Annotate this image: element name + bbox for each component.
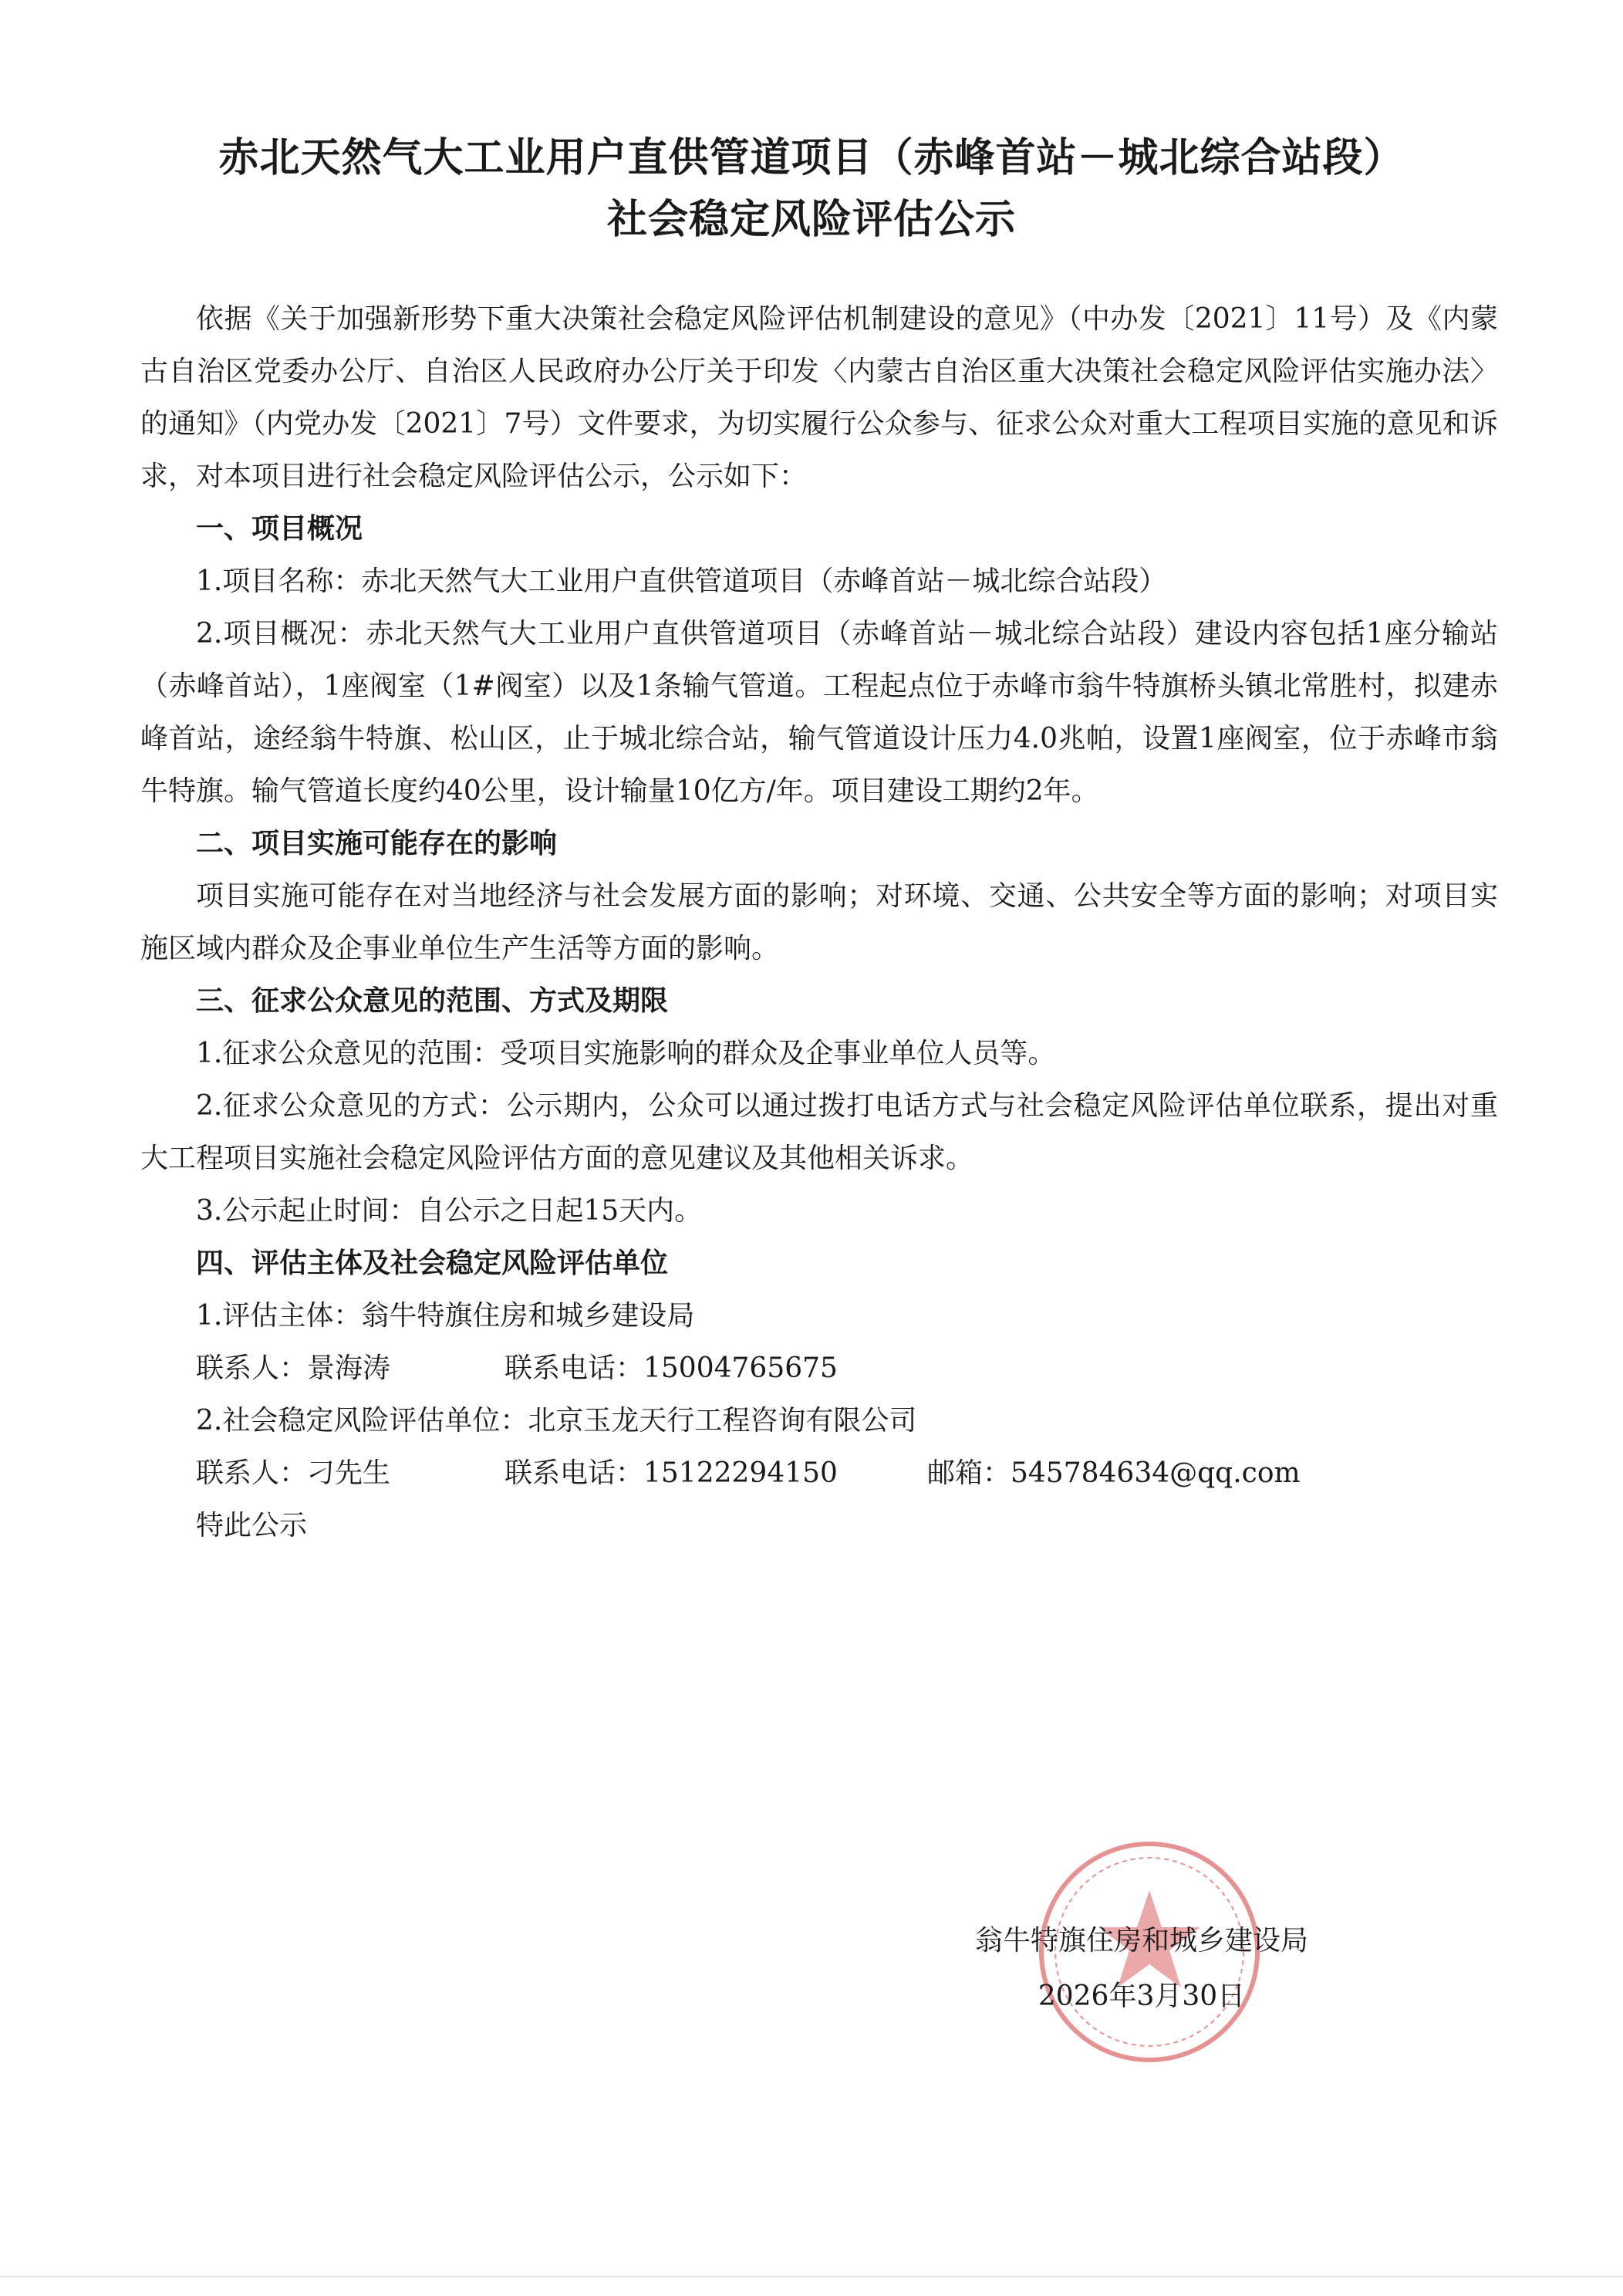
section4-heading: 四、评估主体及社会稳定风险评估单位: [196, 1248, 669, 1279]
section3-heading: 三、征求公众意见的范围、方式及期限: [196, 985, 669, 1017]
closing-text: 特此公示: [196, 1510, 308, 1541]
contact-row-2: [140, 1447, 1498, 1500]
document-title-line2: 社会稳定风险评估公示: [606, 197, 1016, 243]
section2-heading: 二、项目实施可能存在的影响: [196, 828, 558, 859]
section3-item2: 2.征求公众意见的方式：公示期内，公众可以通过拨打电话方式与社会稳定风险评估单位联系，提出对重大工程项目实施社会稳定风险评估方面的意见建议及其他相关诉求。: [140, 1090, 1498, 1174]
section3-item3: 3.公示起止时间：自公示之日起15天内。: [196, 1195, 703, 1227]
intro-paragraph: 依据《关于加强新形势下重大决策社会稳定风险评估机制建设的意见》（中办发〔2021〕11号）及《内蒙古自治区党委办公厅、自治区人民政府办公厅关于印发〈内蒙古自治区重大决策社会稳定风险评估实施办法〉的通知》（内党办发〔2021〕7号）文件要求，为切实履行公众参与、征求公众对重大工程项目实施的意见和诉求，对本项目进行社会稳定风险评估公示，公示如下：: [140, 303, 1498, 492]
signing-organization: 翁牛特旗住房和城乡建设局: [974, 1925, 1308, 1957]
document-body: [140, 293, 1498, 1552]
section1-item1: 1.项目名称：赤北天然气大工业用户直供管道项目（赤峰首站－城北综合站段）: [196, 566, 1167, 597]
contact2-email: 邮箱：545784634@qq.com: [927, 1457, 1301, 1489]
contact2-phone: 联系电话：15122294150: [504, 1457, 838, 1489]
section4-item2: 2.社会稳定风险评估单位：北京玉龙天行工程咨询有限公司: [196, 1405, 917, 1437]
section1-item2: 2.项目概况：赤北天然气大工业用户直供管道项目（赤峰首站－城北综合站段）建设内容包括1座分输站（赤峰首站），1座阀室（1#阀室）以及1条输气管道。工程起点位于赤峰市翁牛特旗桥头镇北常胜村，拟建赤峰首站，途经翁牛特旗、松山区，止于城北综合站，输气管道设计压力4.0兆帕，设置1座阀室，位于赤峰市翁牛特旗。输气管道长度约40公里，设计输量10亿方/年。项目建设工期约2年。: [140, 618, 1498, 807]
contact2-person: 联系人：刁先生: [196, 1457, 391, 1489]
scan-edge-line: [0, 2276, 1623, 2277]
section4-item1: 1.评估主体：翁牛特旗住房和城乡建设局: [196, 1300, 695, 1332]
section3-item1: 1.征求公众意见的范围：受项目实施影响的群众及企事业单位人员等。: [196, 1038, 1056, 1069]
contact1-person: 联系人：景海涛: [196, 1352, 391, 1384]
contact-row-1: [140, 1342, 1498, 1395]
signing-date: 2026年3月30日: [1038, 1980, 1246, 2012]
signature-block: [910, 1913, 1373, 2024]
section1-heading: 一、项目概况: [196, 513, 363, 545]
section2-text: 项目实施可能存在对当地经济与社会发展方面的影响；对环境、交通、公共安全等方面的影响；对项目实施区域内群众及企事业单位生产生活等方面的影响。: [140, 880, 1498, 964]
document-title-line1: 赤北天然气大工业用户直供管道项目（赤峰首站－城北综合站段）: [218, 135, 1405, 181]
contact1-phone: 联系电话：15004765675: [504, 1352, 838, 1384]
